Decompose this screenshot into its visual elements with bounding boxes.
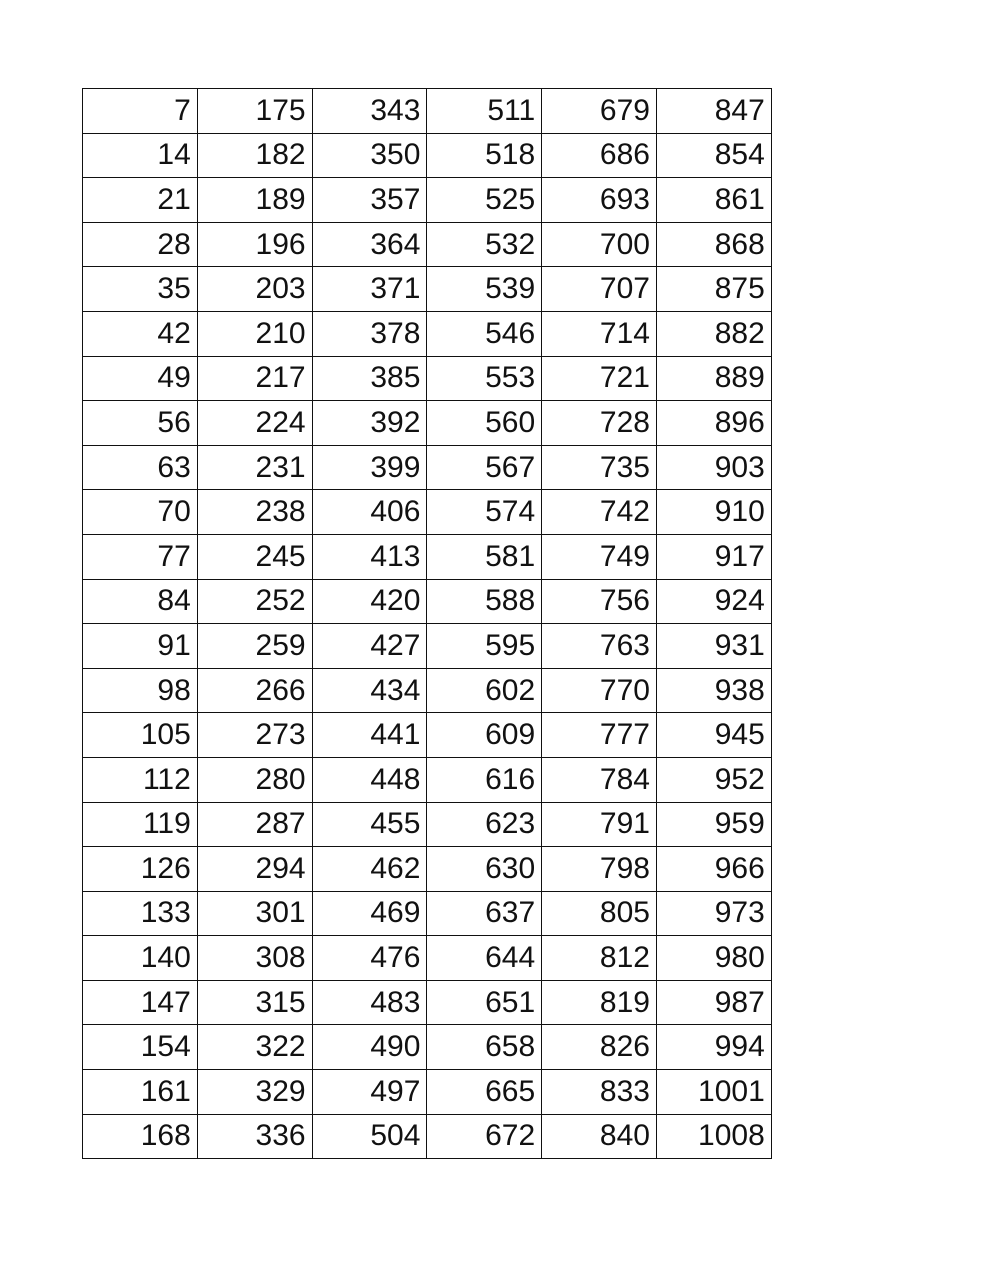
table-cell: 238 (197, 490, 312, 535)
table-cell: 504 (312, 1114, 427, 1159)
table-row (83, 311, 772, 356)
table-cell: 406 (312, 490, 427, 535)
table-cell: 686 (542, 133, 657, 178)
table-row (83, 1114, 772, 1159)
table-cell: 749 (542, 534, 657, 579)
table-cell: 140 (83, 936, 198, 981)
table-row (83, 89, 772, 134)
table-cell: 875 (656, 267, 771, 312)
table-cell: 448 (312, 757, 427, 802)
table-cell: 98 (83, 668, 198, 713)
table-cell: 280 (197, 757, 312, 802)
table-row (83, 267, 772, 312)
table-cell: 154 (83, 1025, 198, 1070)
table-cell: 868 (656, 222, 771, 267)
table-cell: 175 (197, 89, 312, 134)
table-cell: 602 (427, 668, 542, 713)
table-cell: 490 (312, 1025, 427, 1070)
table-cell: 77 (83, 534, 198, 579)
table-cell: 847 (656, 89, 771, 134)
table-cell: 350 (312, 133, 427, 178)
table-cell: 973 (656, 891, 771, 936)
table-cell: 462 (312, 847, 427, 892)
table-cell: 637 (427, 891, 542, 936)
table-cell: 728 (542, 401, 657, 446)
table-cell: 679 (542, 89, 657, 134)
table-cell: 952 (656, 757, 771, 802)
table-cell: 889 (656, 356, 771, 401)
table-cell: 399 (312, 445, 427, 490)
table-cell: 217 (197, 356, 312, 401)
table-cell: 357 (312, 178, 427, 223)
table-cell: 203 (197, 267, 312, 312)
table-row (83, 1070, 772, 1115)
table-cell: 546 (427, 311, 542, 356)
table-cell: 70 (83, 490, 198, 535)
table-row (83, 222, 772, 267)
table-cell: 931 (656, 624, 771, 669)
table-cell: 49 (83, 356, 198, 401)
table-cell: 882 (656, 311, 771, 356)
table-row (83, 534, 772, 579)
table-cell: 980 (656, 936, 771, 981)
table-row (83, 624, 772, 669)
table-cell: 259 (197, 624, 312, 669)
table-cell: 553 (427, 356, 542, 401)
table-cell: 434 (312, 668, 427, 713)
table-cell: 763 (542, 624, 657, 669)
table-cell: 742 (542, 490, 657, 535)
table-cell: 896 (656, 401, 771, 446)
table-cell: 441 (312, 713, 427, 758)
table-cell: 189 (197, 178, 312, 223)
table-cell: 273 (197, 713, 312, 758)
table-cell: 518 (427, 133, 542, 178)
table-cell: 224 (197, 401, 312, 446)
table-cell: 1008 (656, 1114, 771, 1159)
table-cell: 805 (542, 891, 657, 936)
table-cell: 7 (83, 89, 198, 134)
table-cell: 231 (197, 445, 312, 490)
table-cell: 756 (542, 579, 657, 624)
table-cell: 798 (542, 847, 657, 892)
table-cell: 630 (427, 847, 542, 892)
table-cell: 910 (656, 490, 771, 535)
table-cell: 644 (427, 936, 542, 981)
table-row (83, 445, 772, 490)
table-cell: 651 (427, 980, 542, 1025)
table-cell: 903 (656, 445, 771, 490)
table-row (83, 980, 772, 1025)
table-cell: 497 (312, 1070, 427, 1115)
table-cell: 105 (83, 713, 198, 758)
table-cell: 63 (83, 445, 198, 490)
table-cell: 315 (197, 980, 312, 1025)
table-cell: 840 (542, 1114, 657, 1159)
table-cell: 861 (656, 178, 771, 223)
table-cell: 245 (197, 534, 312, 579)
table-cell: 112 (83, 757, 198, 802)
table-row (83, 356, 772, 401)
table-row (83, 178, 772, 223)
table-cell: 693 (542, 178, 657, 223)
table-cell: 28 (83, 222, 198, 267)
table-row (83, 133, 772, 178)
table-cell: 623 (427, 802, 542, 847)
table-cell: 812 (542, 936, 657, 981)
table-cell: 56 (83, 401, 198, 446)
table-cell: 84 (83, 579, 198, 624)
table-cell: 252 (197, 579, 312, 624)
table-cell: 574 (427, 490, 542, 535)
table-cell: 945 (656, 713, 771, 758)
table-row (83, 847, 772, 892)
table-cell: 721 (542, 356, 657, 401)
table-cell: 21 (83, 178, 198, 223)
table-row (83, 757, 772, 802)
table-cell: 938 (656, 668, 771, 713)
table-cell: 511 (427, 89, 542, 134)
table-cell: 833 (542, 1070, 657, 1115)
table-row (83, 802, 772, 847)
table-row (83, 1025, 772, 1070)
table-row (83, 713, 772, 758)
table-cell: 917 (656, 534, 771, 579)
table-cell: 707 (542, 267, 657, 312)
table-cell: 609 (427, 713, 542, 758)
table-cell: 210 (197, 311, 312, 356)
table-cell: 427 (312, 624, 427, 669)
table-row (83, 668, 772, 713)
table-cell: 378 (312, 311, 427, 356)
table-cell: 854 (656, 133, 771, 178)
table-cell: 532 (427, 222, 542, 267)
table-cell: 294 (197, 847, 312, 892)
table-cell: 595 (427, 624, 542, 669)
table-cell: 364 (312, 222, 427, 267)
multiples-of-seven-table (82, 88, 772, 1159)
table-cell: 476 (312, 936, 427, 981)
table-cell: 819 (542, 980, 657, 1025)
table-cell: 168 (83, 1114, 198, 1159)
table-cell: 322 (197, 1025, 312, 1070)
table-cell: 714 (542, 311, 657, 356)
table-cell: 287 (197, 802, 312, 847)
table-cell: 966 (656, 847, 771, 892)
table-cell: 539 (427, 267, 542, 312)
table-cell: 420 (312, 579, 427, 624)
table-cell: 672 (427, 1114, 542, 1159)
table-cell: 665 (427, 1070, 542, 1115)
table-cell: 133 (83, 891, 198, 936)
table-cell: 371 (312, 267, 427, 312)
table-cell: 308 (197, 936, 312, 981)
table-cell: 770 (542, 668, 657, 713)
table-cell: 392 (312, 401, 427, 446)
table-cell: 994 (656, 1025, 771, 1070)
table-cell: 42 (83, 311, 198, 356)
table-cell: 119 (83, 802, 198, 847)
table-cell: 266 (197, 668, 312, 713)
table-cell: 91 (83, 624, 198, 669)
table-cell: 987 (656, 980, 771, 1025)
table-cell: 959 (656, 802, 771, 847)
table-row (83, 579, 772, 624)
table-row (83, 891, 772, 936)
table-cell: 525 (427, 178, 542, 223)
table-cell: 455 (312, 802, 427, 847)
table-cell: 343 (312, 89, 427, 134)
table-cell: 924 (656, 579, 771, 624)
table-cell: 791 (542, 802, 657, 847)
table-cell: 581 (427, 534, 542, 579)
table-cell: 336 (197, 1114, 312, 1159)
table-row (83, 490, 772, 535)
table-cell: 182 (197, 133, 312, 178)
table-row (83, 936, 772, 981)
table-cell: 826 (542, 1025, 657, 1070)
table-row (83, 401, 772, 446)
table-body (83, 89, 772, 1159)
table-cell: 588 (427, 579, 542, 624)
table-cell: 196 (197, 222, 312, 267)
table-cell: 329 (197, 1070, 312, 1115)
table-cell: 385 (312, 356, 427, 401)
table-cell: 35 (83, 267, 198, 312)
table-cell: 735 (542, 445, 657, 490)
table-cell: 483 (312, 980, 427, 1025)
table-cell: 1001 (656, 1070, 771, 1115)
table-cell: 616 (427, 757, 542, 802)
table-cell: 301 (197, 891, 312, 936)
table-cell: 567 (427, 445, 542, 490)
table-cell: 14 (83, 133, 198, 178)
table-cell: 658 (427, 1025, 542, 1070)
table-cell: 161 (83, 1070, 198, 1115)
table-cell: 700 (542, 222, 657, 267)
table-cell: 784 (542, 757, 657, 802)
table-cell: 147 (83, 980, 198, 1025)
table-cell: 560 (427, 401, 542, 446)
table-cell: 126 (83, 847, 198, 892)
table-cell: 413 (312, 534, 427, 579)
table-cell: 469 (312, 891, 427, 936)
table-cell: 777 (542, 713, 657, 758)
